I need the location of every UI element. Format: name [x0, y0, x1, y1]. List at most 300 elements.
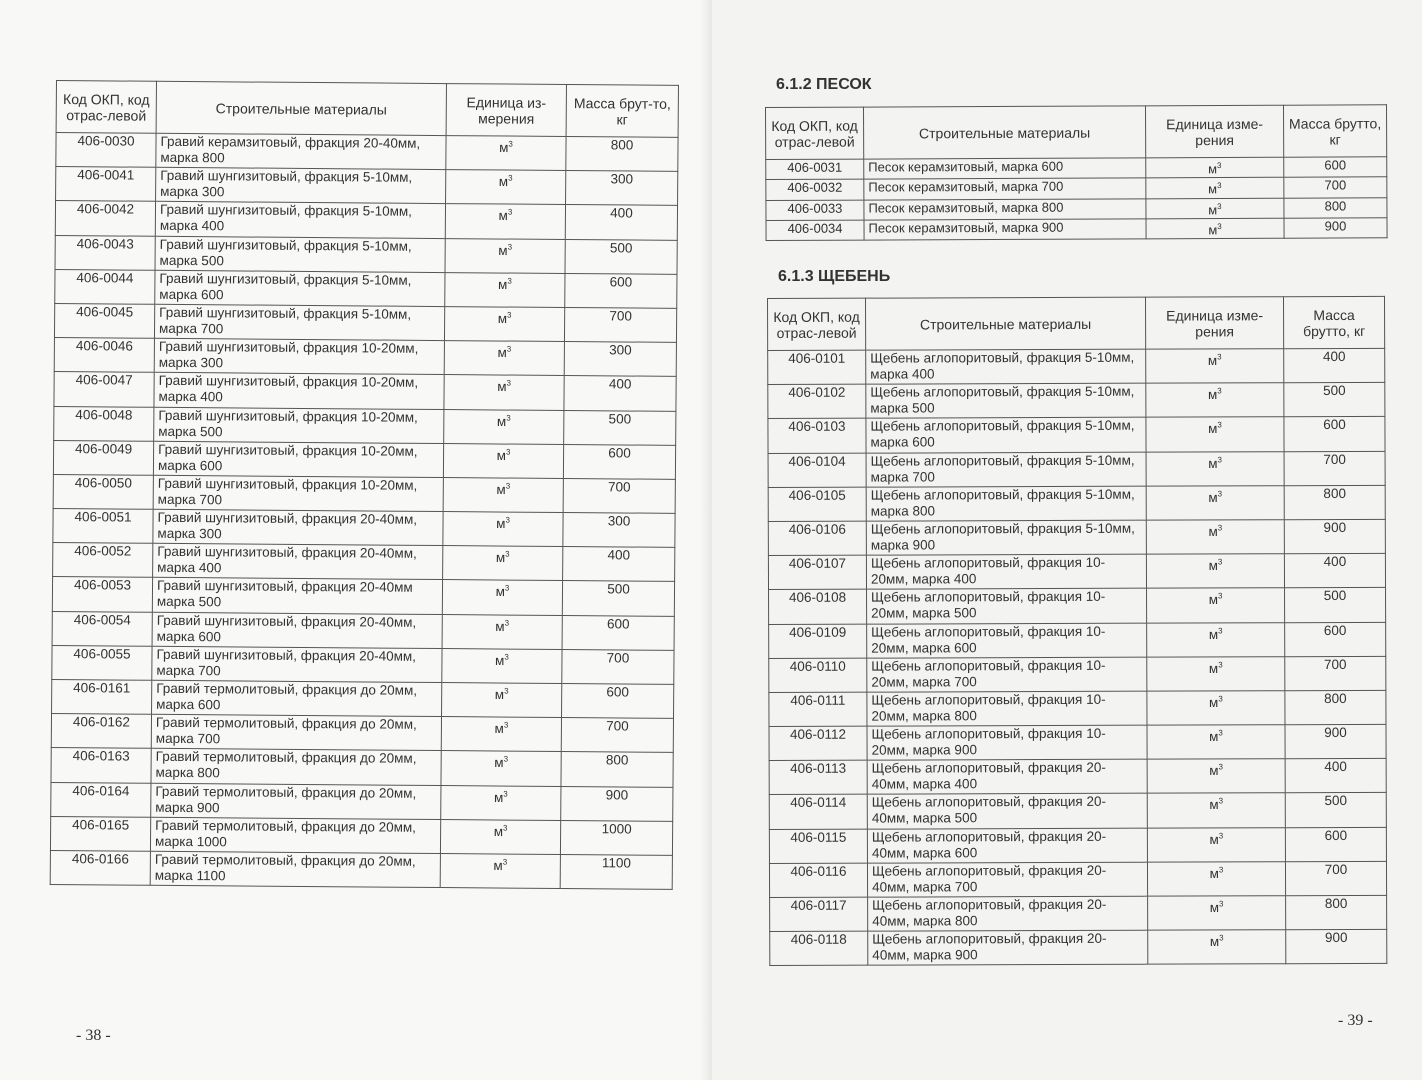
unit-cell: [442, 683, 562, 718]
material-code-cell: 406-0047: [54, 372, 154, 407]
unit-base: м: [498, 208, 508, 224]
unit-cell: [440, 819, 560, 854]
material-code-cell: 406-0052: [53, 543, 153, 578]
material-name-cell: Гравий шунгизитовый, фракция 20-40мм, марка 400: [153, 544, 443, 580]
unit-base: м: [499, 139, 509, 156]
unit-cell: [1147, 725, 1285, 760]
mass-cell: 600: [563, 444, 675, 479]
table-row: [54, 338, 676, 377]
unit-cell: [441, 751, 561, 786]
unit-base: м: [1209, 899, 1220, 915]
table-row: [769, 793, 1386, 829]
material-name-cell: Щебень аглопоритовый, фракция 20-40мм, марка 500: [867, 794, 1147, 829]
mass-cell: 1100: [560, 854, 672, 889]
material-name-cell: Гравий шунгизитовый, фракция 10-20мм, марка 500: [154, 407, 444, 443]
header-materials: Строительные материалы: [156, 81, 446, 135]
unit-base: м: [497, 310, 508, 326]
material-name-cell: Щебень аглопоритовый, фракция 5-10мм, марка 500: [866, 383, 1146, 418]
table-row: [768, 383, 1385, 419]
unit-base: м: [1208, 455, 1218, 471]
unit-base: м: [1209, 934, 1220, 950]
unit-exponent: 3: [1218, 694, 1223, 704]
mass-cell: 900: [1286, 930, 1387, 965]
mass-cell: 700: [1285, 861, 1386, 896]
unit-cell: [1148, 896, 1286, 931]
mass-cell: 800: [1284, 485, 1385, 520]
unit-exponent: 3: [1217, 181, 1222, 191]
unit-exponent: 3: [504, 686, 509, 696]
unit-exponent: 3: [505, 549, 510, 559]
material-name-cell: Щебень аглопоритовый, фракция 20-40мм, марка 700: [867, 862, 1147, 897]
mass-cell: 300: [564, 342, 676, 377]
unit-base: м: [1209, 865, 1219, 881]
mass-cell: 800: [566, 137, 678, 172]
material-name-cell: Гравий шунгизитовый, фракция 20-40мм, марка 700: [152, 646, 442, 682]
rubble-table-body: [768, 348, 1387, 966]
unit-cell: [442, 614, 562, 649]
header-unit: Единица изме-рения: [1145, 297, 1283, 349]
unit-cell: [1146, 554, 1284, 589]
unit-exponent: 3: [508, 173, 513, 183]
material-name-cell: Гравий термолитовый, фракция до 20мм, марка 1100: [150, 851, 440, 887]
material-code-cell: 406-0048: [54, 406, 154, 441]
unit-cell: [445, 272, 565, 307]
table-row: [769, 827, 1386, 863]
unit-base: м: [493, 789, 504, 805]
header-code: Код ОКП, код отрас-левой: [768, 298, 866, 350]
material-code-cell: 406-0031: [766, 159, 864, 180]
unit-cell: [1147, 656, 1285, 691]
unit-exponent: 3: [504, 583, 510, 594]
mass-cell: 500: [1285, 588, 1386, 623]
unit-base: м: [1208, 161, 1218, 177]
material-name-cell: Щебень аглопоритовый, фракция 5-10мм, марка 400: [866, 349, 1146, 384]
unit-cell: [444, 409, 564, 444]
unit-base: м: [497, 379, 507, 395]
material-code-cell: 406-0114: [769, 795, 867, 830]
material-code-cell: 406-0118: [770, 931, 868, 966]
unit-exponent: 3: [504, 652, 509, 662]
unit-base: м: [1207, 387, 1218, 403]
material-name-cell: Щебень аглопоритовый, фракция 5-10мм, марка 700: [866, 452, 1146, 487]
table-row: [770, 930, 1387, 966]
unit-cell: [443, 443, 563, 478]
mass-cell: 600: [1285, 622, 1386, 657]
table-row: [53, 440, 675, 479]
table-row: [766, 197, 1387, 220]
header-mass: Масса брут-то, кг: [566, 85, 678, 138]
material-code-cell: 406-0105: [768, 487, 866, 522]
material-code-cell: 406-0030: [56, 133, 156, 168]
mass-cell: 500: [565, 239, 677, 274]
gravel-table-body: [50, 133, 678, 890]
material-code-cell: 406-0103: [768, 419, 866, 454]
material-name-cell: Гравий шунгизитовый, фракция 10-20мм, марка 600: [153, 441, 443, 477]
material-name-cell: Гравий шунгизитовый, фракция 5-10мм, марка 700: [154, 304, 444, 340]
mass-cell: 800: [1286, 895, 1387, 930]
material-name-cell: Гравий шунгизитовый, фракция 20-40мм марка 500: [152, 578, 442, 614]
unit-exponent: 3: [505, 515, 510, 525]
table-row: [53, 543, 675, 582]
table-row: [768, 348, 1385, 384]
mass-cell: 700: [1284, 177, 1387, 198]
material-name-cell: Песок керамзитовый, марка 600: [864, 158, 1146, 180]
unit-exponent: 3: [507, 242, 513, 252]
unit-exponent: 3: [1217, 489, 1223, 499]
unit-exponent: 3: [1217, 352, 1222, 362]
mass-cell: 600: [1284, 157, 1387, 178]
material-name-cell: Гравий термолитовый, фракция до 20мм, марка 700: [151, 714, 441, 750]
mass-cell: 1000: [560, 820, 672, 855]
material-code-cell: 406-0109: [769, 624, 867, 659]
table-row: [769, 861, 1386, 897]
table-row: [52, 611, 674, 650]
table-row: [766, 177, 1387, 200]
material-name-cell: Песок керамзитовый, марка 700: [864, 178, 1146, 200]
table-row: [769, 588, 1386, 624]
unit-base: м: [1209, 694, 1219, 710]
unit-exponent: 3: [1218, 865, 1224, 875]
table-row: [768, 417, 1385, 453]
mass-cell: 700: [1284, 451, 1385, 486]
unit-base: м: [1208, 421, 1218, 437]
mass-cell: 400: [564, 376, 676, 411]
table-header-row: [56, 81, 678, 138]
material-code-cell: 406-0111: [769, 692, 867, 727]
header-code: Код ОКП, код отрас-левой: [56, 81, 156, 134]
mass-cell: 800: [1285, 690, 1386, 725]
table-row: [766, 157, 1387, 180]
unit-cell: [440, 853, 560, 888]
header-materials: Строительные материалы: [866, 297, 1146, 350]
material-name-cell: Гравий шунгизитовый, фракция 20-40мм, марка 600: [152, 612, 442, 648]
unit-cell: [443, 546, 563, 581]
table-row: [54, 372, 676, 411]
unit-exponent: 3: [1217, 386, 1222, 396]
material-code-cell: 406-0106: [768, 521, 866, 556]
table-row: [56, 133, 678, 172]
unit-base: м: [493, 823, 504, 839]
material-code-cell: 406-0163: [51, 748, 151, 783]
mass-cell: 600: [562, 615, 674, 650]
unit-base: м: [1208, 592, 1218, 608]
unit-cell: [1146, 520, 1284, 555]
unit-base: м: [1208, 202, 1218, 218]
unit-cell: [445, 238, 565, 273]
material-code-cell: 406-0042: [55, 201, 155, 236]
mass-cell: 400: [563, 547, 675, 582]
material-name-cell: Щебень аглопоритовый, фракция 20-40мм, марка 400: [867, 759, 1147, 794]
material-code-cell: 406-0101: [768, 350, 866, 385]
material-code-cell: 406-0117: [770, 897, 868, 932]
unit-exponent: 3: [505, 481, 511, 491]
mass-cell: 600: [562, 683, 674, 718]
mass-cell: 600: [1284, 417, 1385, 452]
mass-cell: 500: [564, 410, 676, 445]
gravel-table: [50, 80, 679, 890]
unit-base: м: [494, 686, 505, 703]
table-row: [770, 895, 1387, 931]
mass-cell: 400: [565, 205, 677, 240]
mass-cell: 600: [1285, 827, 1386, 862]
unit-cell: [444, 375, 564, 410]
unit-cell: [1146, 198, 1284, 219]
table-row: [53, 509, 675, 548]
material-code-cell: 406-0034: [766, 220, 864, 241]
mass-cell: 300: [563, 513, 675, 548]
table-row: [54, 406, 676, 445]
unit-cell: [443, 512, 563, 547]
mass-cell: 400: [1284, 348, 1385, 383]
unit-base: м: [1209, 728, 1219, 745]
section-heading-rubble: 6.1.3 ЩЕБЕНЬ: [778, 268, 891, 285]
unit-cell: [1147, 827, 1285, 862]
unit-exponent: 3: [1219, 899, 1224, 909]
header-mass: Масса брутто, кг: [1283, 105, 1386, 157]
table-row: [52, 679, 674, 718]
mass-cell: 700: [564, 307, 676, 342]
unit-base: м: [498, 242, 508, 258]
material-name-cell: Щебень аглопоритовый, фракция 5-10мм, марка 600: [866, 418, 1146, 453]
material-name-cell: Гравий шунгизитовый, фракция 5-10мм, марка 500: [155, 236, 445, 272]
unit-base: м: [1208, 523, 1218, 539]
unit-base: м: [1208, 558, 1218, 574]
material-name-cell: Щебень аглопоритовый, фракция 10-20мм, марка 500: [867, 588, 1147, 623]
unit-cell: [1147, 622, 1285, 657]
unit-base: м: [495, 584, 505, 600]
rubble-table: [767, 296, 1387, 967]
unit-exponent: 3: [508, 139, 513, 149]
unit-exponent: 3: [1218, 831, 1224, 841]
unit-exponent: 3: [1218, 625, 1223, 635]
mass-cell: 800: [1284, 197, 1387, 218]
table-row: [56, 167, 678, 206]
unit-cell: [442, 580, 562, 615]
unit-exponent: 3: [506, 378, 512, 388]
unit-exponent: 3: [1219, 933, 1224, 943]
unit-cell: [1147, 588, 1285, 623]
unit-base: м: [496, 447, 507, 463]
unit-base: м: [494, 721, 504, 737]
unit-cell: [1147, 691, 1285, 726]
unit-exponent: 3: [1217, 420, 1222, 430]
material-name-cell: Гравий термолитовый, фракция до 20мм, марка 600: [152, 680, 442, 716]
unit-exponent: 3: [1217, 557, 1223, 567]
material-code-cell: 406-0108: [769, 589, 867, 624]
material-name-cell: Щебень аглопоритовый, фракция 5-10мм, марка 900: [866, 520, 1146, 555]
material-name-cell: Щебень аглопоритовый, фракция 20-40мм, марка 800: [868, 896, 1148, 931]
unit-exponent: 3: [1217, 591, 1223, 601]
table-row: [769, 724, 1386, 760]
unit-exponent: 3: [1217, 454, 1222, 464]
unit-base: м: [496, 413, 507, 429]
material-code-cell: 406-0162: [51, 714, 151, 749]
table-row: [51, 782, 673, 821]
unit-exponent: 3: [506, 344, 512, 354]
material-name-cell: Гравий термолитовый, фракция до 20мм, марка 900: [151, 783, 441, 819]
unit-base: м: [497, 276, 508, 292]
material-name-cell: Щебень аглопоритовый, фракция 10-20мм, марка 900: [867, 725, 1147, 760]
material-name-cell: Щебень аглопоритовый, фракция 10-20мм, марка 400: [866, 554, 1146, 589]
table-row: [769, 759, 1386, 795]
unit-base: м: [1209, 831, 1219, 847]
material-code-cell: 406-0045: [54, 303, 154, 338]
unit-base: м: [496, 481, 506, 497]
unit-base: м: [1208, 489, 1218, 505]
mass-cell: 700: [561, 718, 673, 753]
mass-cell: 900: [1284, 519, 1385, 554]
unit-cell: [442, 648, 562, 683]
unit-cell: [446, 170, 566, 205]
unit-cell: [1146, 349, 1284, 384]
material-code-cell: 406-0054: [52, 611, 152, 646]
table-row: [51, 748, 673, 787]
header-unit: Единица изме-рения: [1145, 105, 1283, 158]
unit-cell: [441, 785, 561, 820]
unit-base: м: [496, 516, 506, 532]
unit-cell: [1146, 218, 1284, 239]
unit-exponent: 3: [1217, 201, 1222, 211]
material-name-cell: Щебень аглопоритовый, фракция 5-10мм, марка 800: [866, 486, 1146, 521]
unit-exponent: 3: [502, 857, 508, 867]
material-code-cell: 406-0112: [769, 726, 867, 761]
unit-cell: [1147, 862, 1285, 897]
unit-base: м: [1208, 660, 1219, 676]
unit-cell: [1146, 383, 1284, 418]
table-row: [50, 816, 672, 855]
unit-exponent: 3: [1217, 523, 1223, 533]
table-row: [52, 645, 674, 684]
material-code-cell: 406-0051: [53, 509, 153, 544]
table-row: [51, 714, 673, 753]
unit-exponent: 3: [503, 789, 508, 799]
table-row: [54, 303, 676, 342]
unit-base: м: [1207, 352, 1218, 368]
header-unit: Единица из-мерения: [446, 84, 566, 137]
unit-exponent: 3: [503, 720, 509, 730]
material-name-cell: Щебень аглопоритовый, фракция 20-40мм, марка 600: [867, 828, 1147, 863]
mass-cell: 500: [1284, 383, 1385, 418]
material-code-cell: 406-0053: [52, 577, 152, 612]
unit-exponent: 3: [503, 754, 509, 764]
unit-exponent: 3: [1216, 161, 1222, 171]
table-row: [55, 201, 677, 240]
unit-base: м: [1208, 626, 1219, 642]
unit-cell: [1146, 417, 1284, 452]
material-code-cell: 406-0049: [53, 440, 153, 475]
unit-exponent: 3: [1218, 796, 1224, 806]
material-name-cell: Гравий шунгизитовый, фракция 10-20мм, марка 400: [154, 373, 444, 409]
table-row: [766, 218, 1387, 241]
unit-base: м: [1209, 797, 1219, 813]
unit-base: м: [1208, 222, 1218, 238]
material-name-cell: Песок керамзитовый, марка 900: [864, 219, 1146, 241]
header-mass: Масса брутто, кг: [1283, 296, 1384, 348]
unit-exponent: 3: [503, 823, 508, 833]
mass-cell: 700: [563, 478, 675, 513]
unit-base: м: [1209, 763, 1219, 779]
unit-exponent: 3: [504, 618, 510, 628]
table-row: [769, 690, 1386, 726]
unit-cell: [443, 477, 563, 512]
material-code-cell: 406-0161: [52, 679, 152, 714]
unit-exponent: 3: [1217, 221, 1222, 232]
mass-cell: 900: [1285, 724, 1386, 759]
mass-cell: 500: [562, 581, 674, 616]
material-name-cell: Песок керамзитовый, марка 800: [864, 198, 1146, 220]
table-row: [52, 577, 674, 616]
material-name-cell: Гравий шунгизитовый, фракция 10-20мм, марка 700: [153, 475, 443, 511]
material-code-cell: 406-0104: [768, 453, 866, 488]
unit-exponent: 3: [1218, 728, 1223, 738]
mass-cell: 300: [566, 171, 678, 206]
material-code-cell: 406-0115: [769, 829, 867, 864]
table-header-row: [768, 296, 1385, 350]
material-code-cell: 406-0041: [56, 167, 156, 202]
material-code-cell: 406-0055: [52, 645, 152, 680]
unit-exponent: 3: [506, 413, 511, 423]
unit-exponent: 3: [507, 207, 513, 217]
unit-base: м: [493, 857, 503, 873]
unit-cell: [444, 306, 564, 341]
material-code-cell: 406-0165: [50, 816, 150, 851]
table-row: [768, 519, 1385, 555]
mass-cell: 500: [1285, 793, 1386, 828]
sand-table: [765, 104, 1388, 241]
mass-cell: 700: [562, 649, 674, 684]
unit-cell: [1147, 793, 1285, 828]
material-code-cell: 406-0116: [769, 863, 867, 898]
unit-exponent: 3: [505, 447, 511, 457]
material-code-cell: 406-0044: [55, 269, 155, 304]
material-name-cell: Гравий шунгизитовый, фракция 5-10мм, марка 400: [155, 202, 445, 238]
header-materials: Строительные материалы: [864, 106, 1146, 159]
material-code-cell: 406-0046: [54, 338, 154, 373]
unit-cell: [1146, 485, 1284, 520]
sand-table-body: [766, 157, 1387, 241]
section-heading-sand: 6.1.2 ПЕСОК: [776, 76, 872, 93]
table-row: [769, 656, 1386, 692]
table-row: [768, 451, 1385, 487]
unit-cell: [444, 341, 564, 376]
material-name-cell: Гравий шунгизитовый, фракция 5-10мм, марка 600: [155, 270, 445, 306]
material-code-cell: 406-0107: [768, 555, 866, 590]
unit-cell: [1146, 451, 1284, 486]
material-code-cell: 406-0110: [769, 658, 867, 693]
unit-cell: [1146, 178, 1284, 199]
page-number-right: - 39 -: [1338, 1012, 1373, 1029]
table-row: [55, 235, 677, 274]
mass-cell: 600: [565, 273, 677, 308]
material-code-cell: 406-0033: [766, 200, 864, 221]
material-code-cell: 406-0166: [50, 850, 150, 885]
material-name-cell: Гравий шунгизитовый, фракция 20-40мм, марка 300: [153, 509, 443, 545]
material-code-cell: 406-0050: [53, 474, 153, 509]
material-name-cell: Гравий шунгизитовый, фракция 5-10мм, марка 300: [156, 167, 446, 203]
header-code: Код ОКП, код отрас-левой: [766, 107, 864, 159]
unit-cell: [441, 717, 561, 752]
unit-exponent: 3: [507, 310, 512, 320]
unit-exponent: 3: [1218, 660, 1223, 670]
mass-cell: 900: [561, 786, 673, 821]
unit-exponent: 3: [507, 276, 512, 286]
material-name-cell: Гравий термолитовый, фракция до 20мм, марка 1000: [150, 817, 440, 853]
unit-base: м: [495, 652, 505, 668]
mass-cell: 400: [1285, 759, 1386, 794]
material-code-cell: 406-0164: [51, 782, 151, 817]
material-name-cell: Щебень аглопоритовый, фракция 10-20мм, марка 600: [867, 623, 1147, 658]
material-code-cell: 406-0043: [55, 235, 155, 270]
